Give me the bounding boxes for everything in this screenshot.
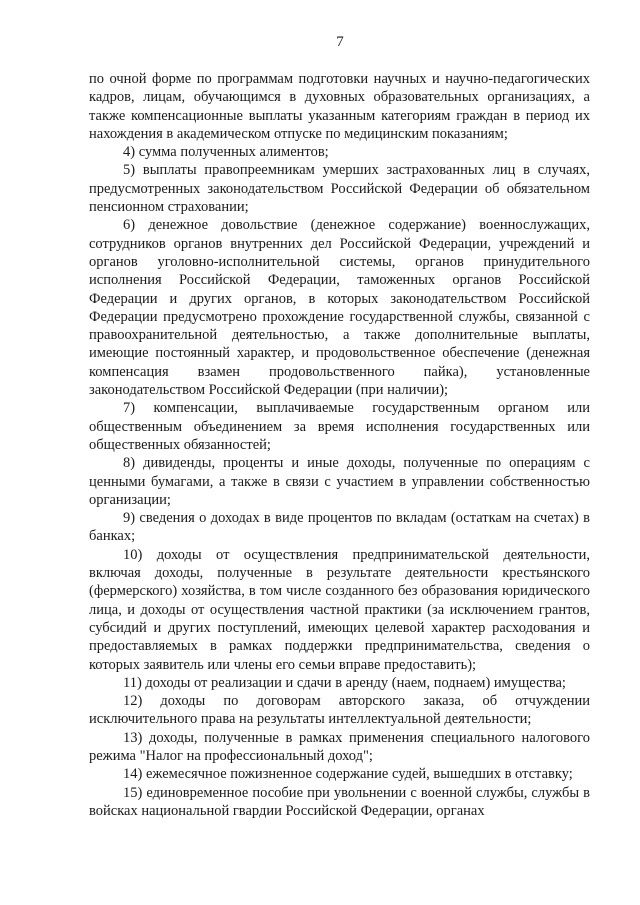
list-item-4: 4) сумма полученных алиментов; <box>123 144 329 161</box>
list-item-12: 12) доходы по договорам авторского заказа, об отчуждении исключительного права на результаты интеллектуальной деятельности; <box>89 693 590 728</box>
document-body <box>89 70 590 820</box>
page-number: 7 <box>336 34 344 50</box>
list-item-13: 13) доходы, полученные в рамках применения специального налогового режима "Налог на профессиональный доход"; <box>89 729 590 764</box>
list-item-6: 6) денежное довольствие (денежное содержание) военнослужащих, сотрудников органов внутренних дел Российской Федерации, учреждений и органов уголовно-исполнительной системы, органов принудительного исполнения Российской Федерации, таможенных органов Российской Федерации и других органов, в которых законодательством Российской Федерации предусмотрено прохождение государственной службы, связанной с правоохранительной деятельностью, а также дополнительные выплаты, имеющие постоянный характер, и продовольственное обеспечение (денежная компенсация взамен продовольственного пайка), установленные законодательством Российской Федерации (при наличии); <box>89 217 590 399</box>
list-item-11: 11) доходы от реализации и сдачи в аренду (наем, поднаем) имущества; <box>123 674 566 691</box>
list-item-5: 5) выплаты правопреемникам умерших застрахованных лиц в случаях, предусмотренных законодательством Российской Федерации об обязательном пенсионном страховании; <box>89 162 590 216</box>
list-item-15: 15) единовременное пособие при увольнении с военной службы, службы в войсках национальной гвардии Российской Федерации, органах <box>89 784 590 819</box>
list-item-7: 7) компенсации, выплачиваемые государственным органом или общественным объединением за время исполнения государственных или общественных обязанностей; <box>89 400 590 453</box>
list-item-8: 8) дивиденды, проценты и иные доходы, полученные по операциям с ценными бумагами, а также в связи с участием в управлении собственностью организации; <box>89 455 590 508</box>
paragraph-continuation: по очной форме по программам подготовки научных и научно-педагогических кадров, лицам, обучающимся в духовных образовательных организациях, а также компенсационные выплаты указанным категориям граждан в период их нахождения в академическом отпуске по медицинским показаниям; <box>89 71 590 142</box>
list-item-14: 14) ежемесячное пожизненное содержание судей, вышедших в отставку; <box>123 766 573 783</box>
list-item-10: 10) доходы от осуществления предпринимательской деятельности, включая доходы, полученные в результате деятельности крестьянского (фермерского) хозяйства, в том числе созданного без образования юридического лица, и доходы от осуществления частной практики (за исключением грантов, субсидий и других поступлений, имеющих целевой характер расходования и предоставляемых в рамках поддержки предпринимательства, сведения о которых заявитель или члены его семьи вправе предоставить); <box>89 546 590 673</box>
list-item-9: 9) сведения о доходах в виде процентов по вкладам (остаткам на счетах) в банках; <box>89 510 590 545</box>
